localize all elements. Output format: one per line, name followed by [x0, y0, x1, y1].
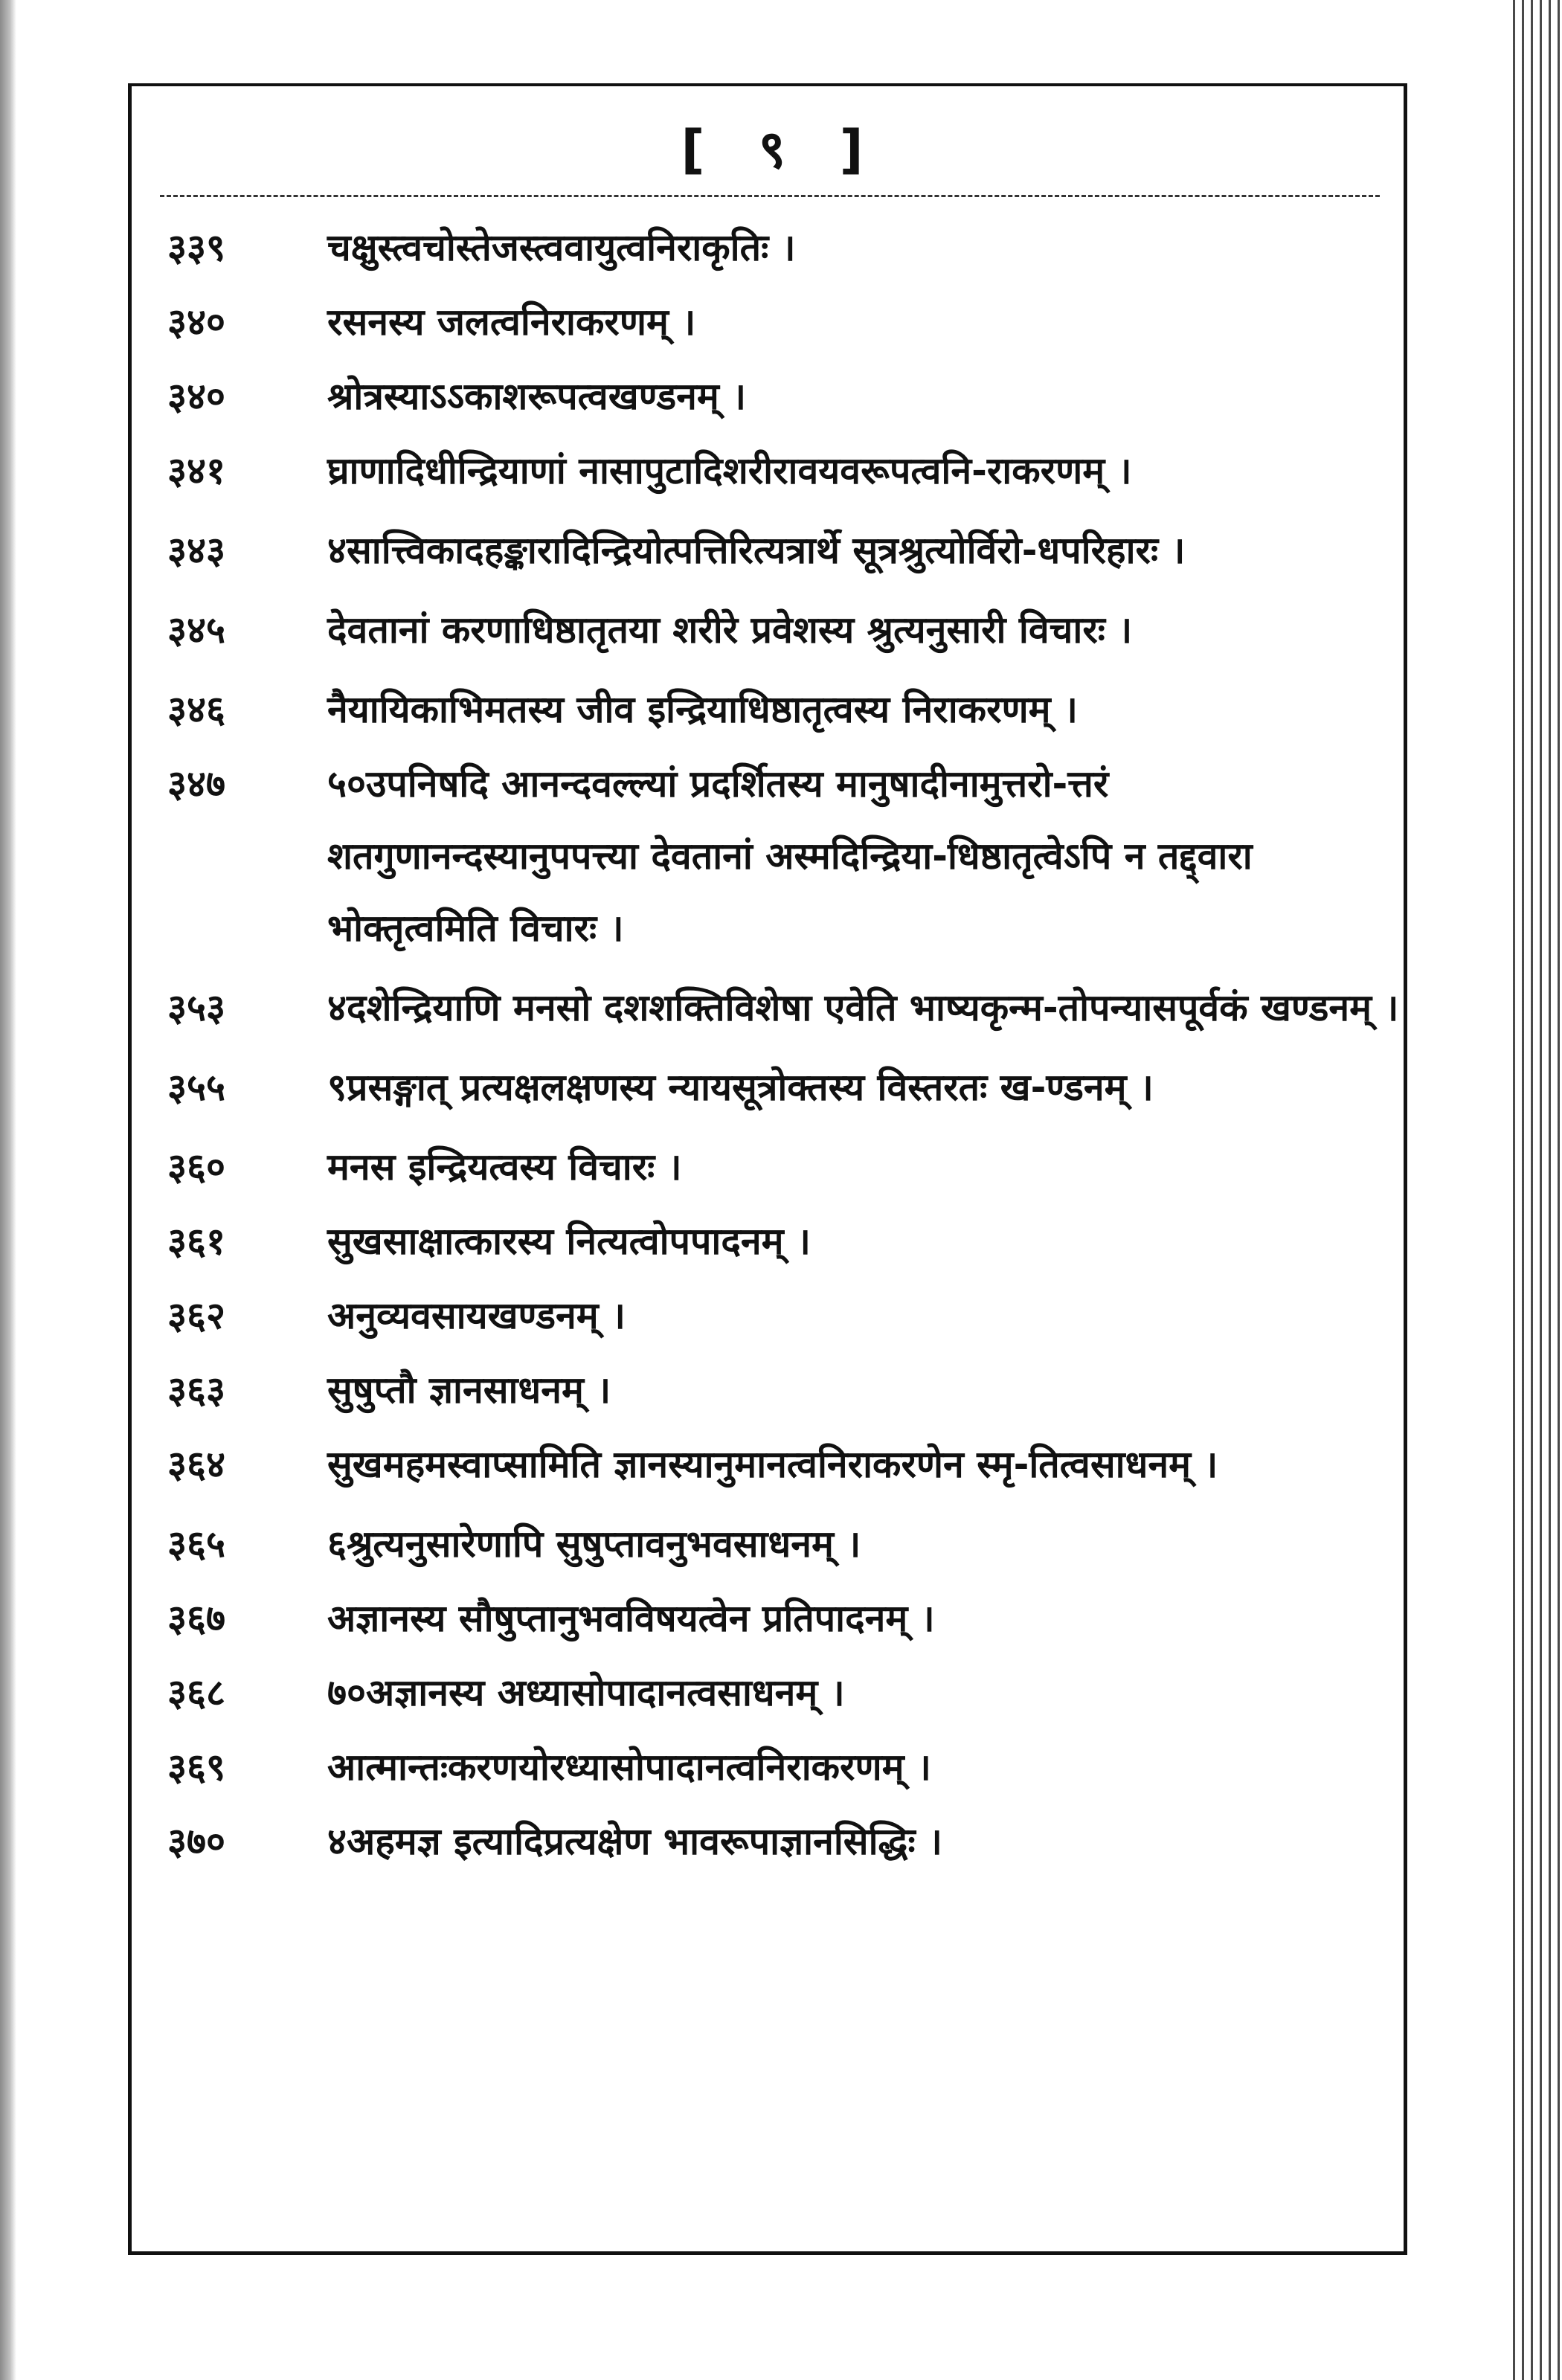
toc-entry — [167, 286, 1402, 358]
entry-text: रसनस्य जलत्वनिराकरणम् । — [327, 300, 696, 344]
entry-text: ४दशेन्द्रियाणि मनसो दशशक्तिविशेषा एवेति भाष्यकृन्म-तोपन्यासपूर्वकं खण्डनम् । — [327, 986, 1399, 1029]
entry-text: श्रोत्रस्याऽऽकाशरूपत्वखण्डनम् । — [327, 375, 747, 418]
entry-page-number: ३४० — [167, 300, 225, 344]
toc-entry — [167, 972, 1402, 1044]
scan-edge-left — [0, 0, 16, 2380]
entry-page-number: ३४१ — [167, 449, 225, 492]
scan-edge-right — [1510, 0, 1562, 2380]
entry-page-number: ३६१ — [167, 1220, 225, 1263]
entry-page-number: ३४७ — [167, 762, 225, 805]
toc-entry — [167, 1429, 1402, 1501]
entry-page-number: ३५३ — [167, 986, 225, 1029]
entry-page-number: ३४६ — [167, 688, 225, 731]
frame-top-rule — [128, 83, 1407, 86]
entry-page-number: ३५५ — [167, 1066, 225, 1109]
toc-entry — [167, 594, 1402, 666]
entry-text: सुखसाक्षात्कारस्य नित्यत्वोपपादनम् । — [327, 1220, 811, 1263]
toc-entry — [167, 748, 1402, 965]
entry-page-number: ३६४ — [167, 1443, 225, 1486]
toc-entry — [167, 1508, 1402, 1580]
page-number: [ ९ ] — [681, 119, 881, 180]
entry-text: सुखमहमस्वाप्सामिति ज्ञानस्यानुमानत्वनिराकरणेन स्मृ-तित्वसाधनम् । — [327, 1443, 1218, 1486]
entry-page-number: ३६० — [167, 1145, 225, 1189]
entry-page-number: ३६३ — [167, 1368, 225, 1412]
toc-entry — [167, 674, 1402, 746]
entry-text: अनुव्यवसायखण्डनम् । — [327, 1294, 626, 1337]
toc-entry — [167, 1206, 1402, 1278]
entry-text: ४अहमज्ञ इत्यादिप्रत्यक्षेण भावरूपाज्ञानसिद्धिः । — [327, 1820, 942, 1863]
entry-page-number: ३६८ — [167, 1671, 225, 1714]
entry-text: ७०अज्ञानस्य अध्यासोपादानत्वसाधनम् । — [327, 1671, 845, 1714]
entry-text: ६श्रुत्यनुसारेणापि सुषुप्तावनुभवसाधनम् । — [327, 1522, 861, 1566]
toc-entry — [167, 1280, 1402, 1352]
entry-page-number: ३३९ — [167, 226, 225, 269]
entry-text: देवतानां करणाधिष्ठातृतया शरीरे प्रवेशस्य श्रुत्यनुसारी विचारः । — [327, 608, 1133, 652]
entry-page-number: ३६५ — [167, 1522, 225, 1566]
entry-text: अज्ञानस्य सौषुप्तानुभवविषयत्वेन प्रतिपादनम् । — [327, 1597, 935, 1640]
toc-entry — [167, 1806, 1402, 1878]
entry-text: चक्षुस्त्वचोस्तेजस्त्ववायुत्वनिराकृतिः । — [327, 226, 796, 269]
toc-entry — [167, 212, 1402, 284]
entry-text: घ्राणादिधीन्द्रियाणां नासापुटादिशरीरावयवरूपत्वनि-राकरणम् । — [327, 449, 1132, 492]
toc-entry — [167, 1583, 1402, 1655]
toc-entry — [167, 515, 1402, 587]
entry-text: नैयायिकाभिमतस्य जीव इन्द्रियाधिष्ठातृत्वस्य निराकरणम् । — [327, 688, 1078, 731]
toc-entry — [167, 435, 1402, 507]
entry-page-number: ३६७ — [167, 1597, 225, 1640]
toc-entry — [167, 1354, 1402, 1427]
toc-entry — [167, 1131, 1402, 1203]
entry-text: ५०उपनिषदि आनन्दवल्ल्यां प्रदर्शितस्य मानुषादीनामुत्तरो-त्तरं शतगुणानन्दस्यानुपपत्त्या देवतानां अस्मदिन्द्रिया-धिष्ठातृत्वेऽपि न तद्द्वारा भोक्तृत्वमिति विचारः । — [327, 762, 1253, 950]
header-divider — [160, 195, 1380, 197]
entry-page-number: ३४५ — [167, 608, 225, 652]
entry-page-number: ३७० — [167, 1820, 225, 1863]
entry-page-number: ३४० — [167, 375, 225, 418]
entry-page-number: ३६२ — [167, 1294, 225, 1337]
toc-entry — [167, 1731, 1402, 1804]
entry-text: सुषुप्तौ ज्ञानसाधनम् । — [327, 1368, 611, 1412]
toc-entry — [167, 361, 1402, 433]
entry-page-number: ३४३ — [167, 529, 225, 572]
entry-text: मनस इन्द्रियत्वस्य विचारः । — [327, 1145, 682, 1189]
toc-entry — [167, 1657, 1402, 1729]
contents-list — [167, 212, 1402, 1880]
toc-entry — [167, 1052, 1402, 1124]
entry-page-number: ३६९ — [167, 1746, 225, 1789]
entry-text: ९प्रसङ्गात् प्रत्यक्षलक्षणस्य न्यायसूत्रोक्तस्य विस्तरतः ख-ण्डनम् । — [327, 1066, 1154, 1109]
entry-text: आत्मान्तःकरणयोरध्यासोपादानत्वनिराकरणम् । — [327, 1746, 931, 1789]
entry-text: ४सात्त्विकादहङ्कारादिन्द्रियोत्पत्तिरित्यत्रार्थे सूत्रश्रुत्योर्विरो-धपरिहारः । — [327, 529, 1186, 572]
